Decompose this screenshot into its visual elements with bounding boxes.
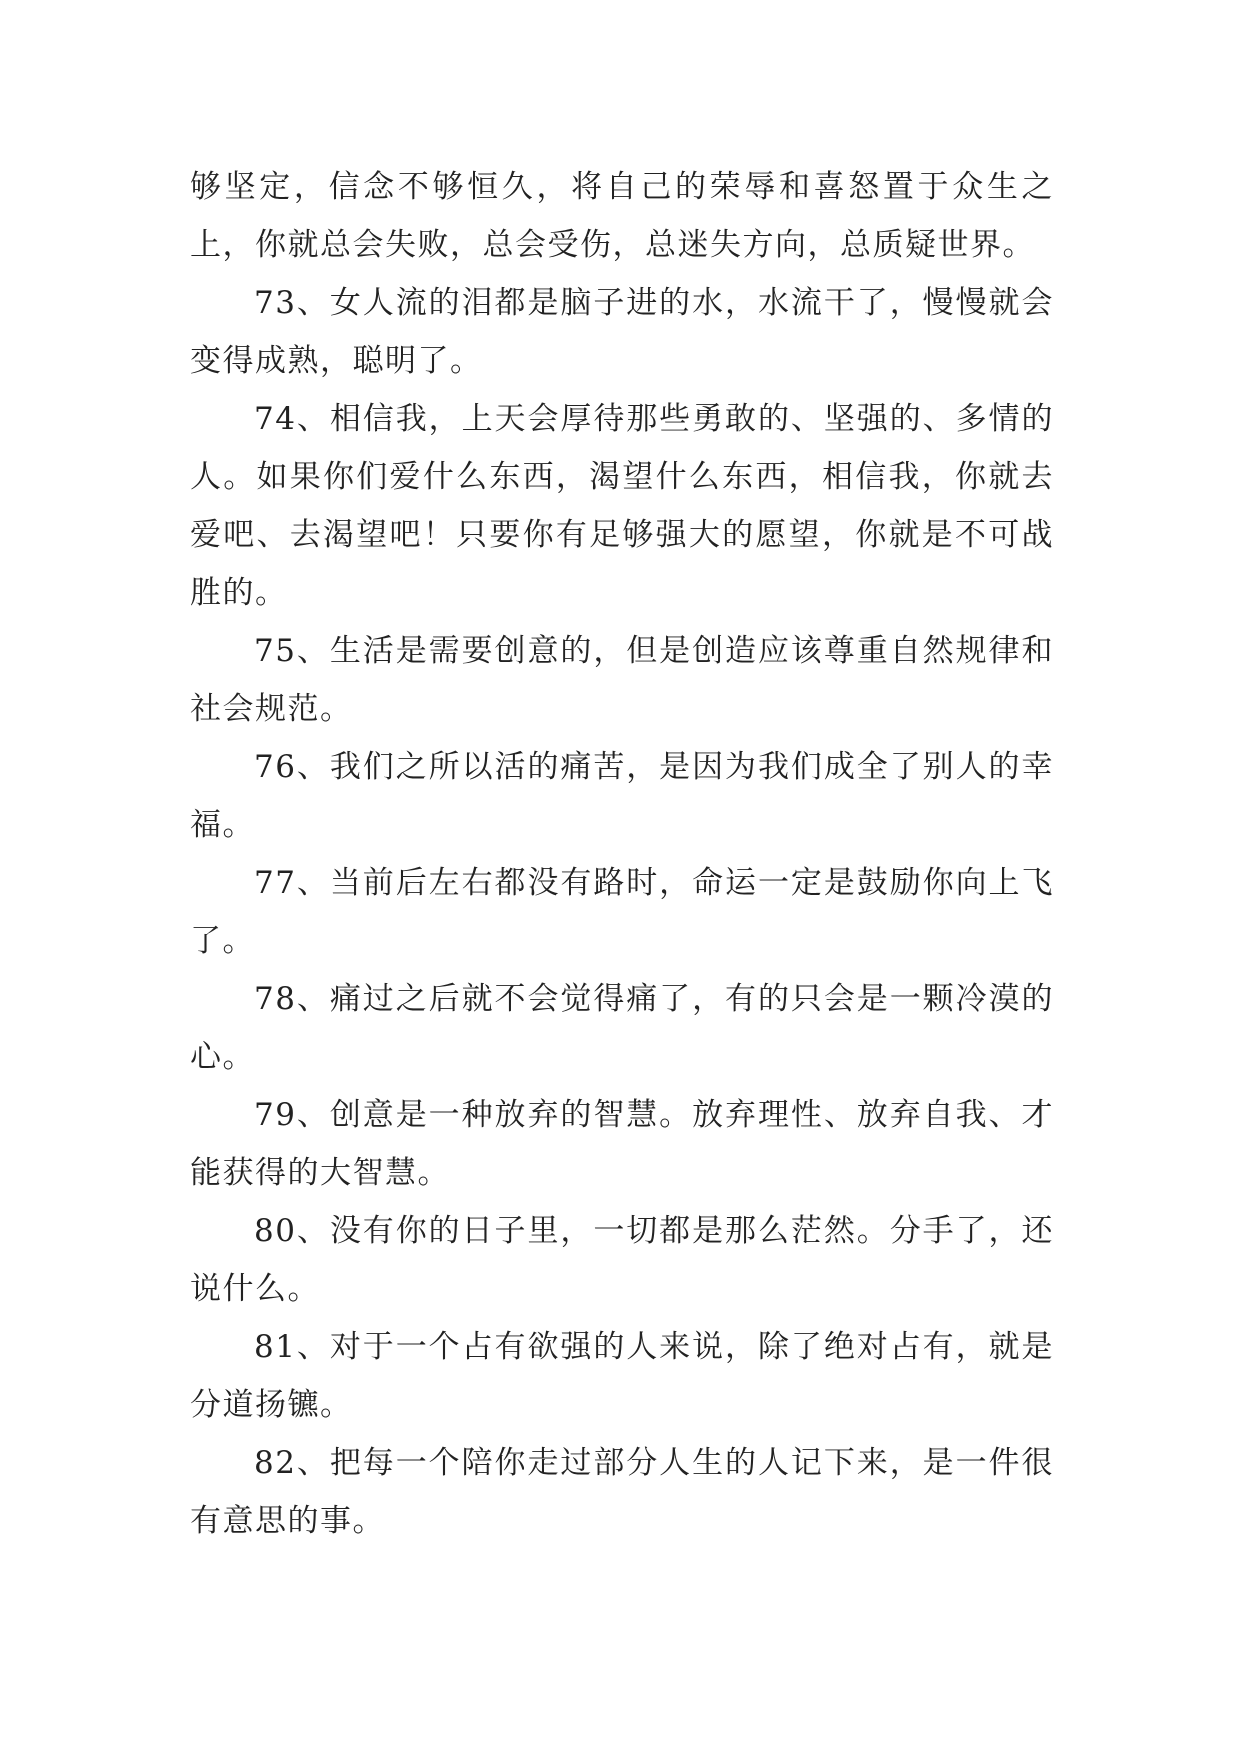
paragraph-75: 75、生活是需要创意的，但是创造应该尊重自然规律和社会规范。	[190, 633, 1054, 727]
paragraph-82: 82、把每一个陪你走过部分人生的人记下来，是一件很有意思的事。	[190, 1445, 1054, 1539]
paragraph-76: 76、我们之所以活的痛苦，是因为我们成全了别人的幸福。	[190, 749, 1054, 843]
paragraph-77: 77、当前后左右都没有路时，命运一定是鼓励你向上飞了。	[190, 865, 1054, 959]
paragraph-continued: 够坚定，信念不够恒久，将自己的荣辱和喜怒置于众生之上，你就总会失败，总会受伤，总迷失方向，总质疑世界。	[190, 169, 1054, 263]
document-body	[190, 158, 1054, 1550]
paragraph-78: 78、痛过之后就不会觉得痛了，有的只会是一颗冷漠的心。	[190, 981, 1054, 1075]
paragraph-74: 74、相信我，上天会厚待那些勇敢的、坚强的、多情的人。如果你们爱什么东西，渴望什么东西，相信我，你就去爱吧、去渴望吧！只要你有足够强大的愿望，你就是不可战胜的。	[190, 401, 1054, 611]
paragraph-81: 81、对于一个占有欲强的人来说，除了绝对占有，就是分道扬镳。	[190, 1329, 1054, 1423]
paragraph-73: 73、女人流的泪都是脑子进的水，水流干了，慢慢就会变得成熟，聪明了。	[190, 285, 1054, 379]
paragraph-80: 80、没有你的日子里，一切都是那么茫然。分手了，还说什么。	[190, 1213, 1054, 1307]
paragraph-79: 79、创意是一种放弃的智慧。放弃理性、放弃自我、才能获得的大智慧。	[190, 1097, 1054, 1191]
